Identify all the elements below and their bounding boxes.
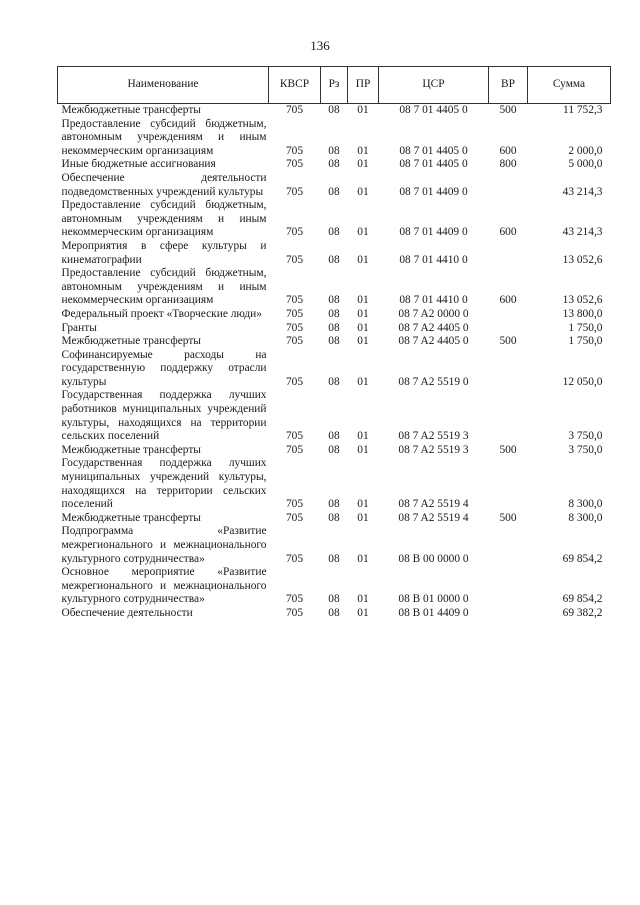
row-name: Межбюджетные трансферты: [61, 511, 201, 524]
row-name: Межбюджетные трансферты: [61, 443, 201, 456]
row-sum: 8 300,0: [568, 511, 603, 524]
table-row: [58, 512, 611, 526]
row-name: Государственная поддержка лучших работников муниципальных учреждений культуры, находящихся на территории сельских поселений: [61, 389, 267, 443]
row-sum: 3 750,0: [568, 443, 603, 456]
row-name: Предоставление субсидий бюджетным, автономным учреждениям и иным некоммерческим организациям: [61, 199, 267, 239]
row-vr: 600: [499, 144, 517, 157]
table-row: [58, 525, 611, 566]
row-csr: 08 7 A2 5519 3: [398, 443, 469, 456]
row-kvsr: 705: [285, 158, 304, 171]
row-name: Межбюджетные трансферты: [61, 335, 201, 348]
row-name: Межбюджетные трансферты: [61, 104, 201, 116]
row-vr: [489, 389, 528, 443]
row-kvsr: 705: [285, 226, 304, 239]
row-vr: [489, 349, 528, 390]
row-csr: 08 7 A2 0000 0: [398, 307, 469, 320]
row-vr: [489, 240, 528, 267]
row-kvsr: 705: [285, 307, 304, 320]
row-rz: 08: [328, 294, 340, 307]
row-vr: 500: [499, 335, 517, 348]
row-rz: 08: [328, 226, 340, 239]
row-pr: 01: [357, 498, 369, 511]
row-kvsr: 705: [285, 335, 304, 348]
table-row: [58, 172, 611, 199]
table-row: [58, 104, 611, 118]
table-header: [58, 67, 611, 104]
row-kvsr: 705: [285, 498, 304, 511]
row-rz: 08: [328, 307, 340, 320]
row-sum: 12 050,0: [562, 375, 603, 388]
row-kvsr: 705: [285, 144, 304, 157]
row-sum: 1 750,0: [568, 335, 603, 348]
row-rz: 08: [328, 253, 340, 266]
row-kvsr: 705: [285, 104, 304, 116]
row-pr: 01: [357, 158, 369, 171]
row-sum: 8 300,0: [568, 498, 603, 511]
row-rz: 08: [328, 375, 340, 388]
row-csr: 08 7 01 4409 0: [399, 185, 468, 198]
row-vr: 500: [499, 511, 517, 524]
table-row: [58, 389, 611, 443]
table-row: [58, 349, 611, 390]
header-sum: Сумма: [528, 67, 611, 104]
row-name: Иные бюджетные ассигнования: [61, 158, 216, 171]
table-row: [58, 308, 611, 322]
row-sum: 69 854,2: [562, 593, 603, 606]
row-pr: 01: [357, 593, 369, 606]
row-pr: 01: [357, 335, 369, 348]
row-rz: 08: [328, 158, 340, 171]
row-pr: 01: [357, 104, 369, 116]
row-csr: 08 7 A2 4405 0: [398, 335, 469, 348]
row-kvsr: 705: [285, 294, 304, 307]
row-pr: 01: [357, 443, 369, 456]
row-vr: 500: [499, 104, 517, 116]
row-vr: 500: [499, 443, 517, 456]
row-vr: 600: [499, 294, 517, 307]
row-sum: 13 052,6: [562, 294, 603, 307]
row-pr: 01: [357, 375, 369, 388]
row-sum: 5 000,0: [568, 158, 603, 171]
row-sum: 13 800,0: [562, 307, 603, 320]
row-csr: 08 7 01 4405 0: [399, 158, 468, 171]
row-sum: 11 752,3: [563, 104, 603, 116]
header-rz: Рз: [321, 67, 348, 104]
page-number: 136: [310, 38, 330, 53]
row-name: Государственная поддержка лучших муниципальных учреждений культуры, находящихся на территории сельских поселений: [61, 457, 267, 511]
row-vr: [489, 172, 528, 199]
row-csr: 08 B 01 0000 0: [398, 593, 469, 606]
table-row: [58, 607, 611, 621]
row-csr: 08 7 01 4409 0: [399, 226, 468, 239]
row-name: Обеспечение деятельности: [61, 606, 193, 619]
table-row: [58, 118, 611, 159]
table-row: [58, 335, 611, 349]
row-csr: 08 7 A2 5519 4: [398, 511, 469, 524]
row-vr: [489, 607, 528, 621]
row-kvsr: 705: [285, 321, 304, 334]
row-csr: 08 B 00 0000 0: [398, 552, 469, 565]
header-row: [58, 67, 611, 104]
row-kvsr: 705: [285, 511, 304, 524]
row-sum: 69 382,2: [562, 606, 603, 619]
header-kvsr: КВСР: [269, 67, 321, 104]
row-sum: 2 000,0: [568, 144, 603, 157]
row-sum: 13 052,6: [562, 253, 603, 266]
row-pr: 01: [357, 144, 369, 157]
row-name: Гранты: [61, 321, 97, 334]
row-kvsr: 705: [285, 593, 304, 606]
row-vr: 800: [499, 158, 517, 171]
table-row: [58, 158, 611, 172]
row-kvsr: 705: [285, 552, 304, 565]
row-kvsr: 705: [285, 253, 304, 266]
row-csr: 08 7 A2 5519 3: [398, 430, 469, 443]
row-pr: 01: [357, 606, 369, 619]
row-csr: 08 7 01 4405 0: [399, 104, 468, 116]
row-vr: [489, 457, 528, 511]
row-pr: 01: [357, 430, 369, 443]
row-pr: 01: [357, 226, 369, 239]
row-rz: 08: [328, 511, 340, 524]
row-pr: 01: [357, 253, 369, 266]
row-kvsr: 705: [285, 443, 304, 456]
row-rz: 08: [328, 606, 340, 619]
row-name: Основное мероприятие «Развитие межрегионального и межнационального культурного сотрудничества»: [61, 566, 267, 606]
row-rz: 08: [328, 321, 340, 334]
row-name: Софинансируемые расходы на государственную поддержку отрасли культуры: [61, 348, 267, 388]
row-kvsr: 705: [285, 430, 304, 443]
row-name: Федеральный проект «Творческие люди»: [61, 307, 262, 320]
row-vr: [489, 525, 528, 566]
row-rz: 08: [328, 593, 340, 606]
row-name: Предоставление субсидий бюджетным, автономным учреждениям и иным некоммерческим организациям: [61, 117, 267, 157]
budget-table: [57, 66, 611, 621]
row-sum: 69 854,2: [562, 552, 603, 565]
row-csr: 08 7 01 4405 0: [399, 144, 468, 157]
table-row: [58, 444, 611, 458]
table-row: [58, 199, 611, 240]
row-pr: 01: [357, 511, 369, 524]
table-body: [58, 104, 611, 621]
header-pr: ПР: [348, 67, 379, 104]
row-sum: 43 214,3: [562, 226, 603, 239]
row-name: Предоставление субсидий бюджетным, автономным учреждениям и иным некоммерческим организациям: [61, 267, 267, 307]
table-row: [58, 566, 611, 607]
row-name: Подпрограмма «Развитие межрегионального и межнационального культурного сотрудничества»: [61, 525, 267, 565]
table-row: [58, 240, 611, 267]
row-sum: 1 750,0: [568, 321, 603, 334]
row-pr: 01: [357, 552, 369, 565]
row-csr: 08 7 A2 5519 4: [398, 498, 469, 511]
row-csr: 08 7 01 4410 0: [399, 253, 468, 266]
row-name: Мероприятия в сфере культуры и кинематографии: [61, 239, 267, 266]
row-pr: 01: [357, 185, 369, 198]
row-rz: 08: [328, 443, 340, 456]
header-name: Наименование: [58, 67, 269, 104]
row-vr: 600: [499, 226, 517, 239]
row-sum: 43 214,3: [562, 185, 603, 198]
row-rz: 08: [328, 185, 340, 198]
row-sum: 3 750,0: [568, 430, 603, 443]
row-csr: 08 7 01 4410 0: [399, 294, 468, 307]
row-rz: 08: [328, 498, 340, 511]
row-rz: 08: [328, 104, 340, 116]
table-row: [58, 457, 611, 511]
row-pr: 01: [357, 294, 369, 307]
row-rz: 08: [328, 430, 340, 443]
row-name: Обеспечение деятельности подведомственных учреждений культуры: [61, 171, 267, 198]
header-csr: ЦСР: [379, 67, 489, 104]
row-vr: [489, 566, 528, 607]
row-pr: 01: [357, 321, 369, 334]
row-kvsr: 705: [285, 375, 304, 388]
row-rz: 08: [328, 552, 340, 565]
row-csr: 08 7 A2 5519 0: [398, 375, 469, 388]
row-kvsr: 705: [285, 606, 304, 619]
header-vr: ВР: [489, 67, 528, 104]
row-csr: 08 7 A2 4405 0: [398, 321, 469, 334]
row-csr: 08 B 01 4409 0: [398, 606, 469, 619]
row-pr: 01: [357, 307, 369, 320]
row-rz: 08: [328, 335, 340, 348]
row-vr: [489, 308, 528, 322]
row-vr: [489, 322, 528, 336]
row-rz: 08: [328, 144, 340, 157]
row-kvsr: 705: [285, 185, 304, 198]
table-row: [58, 267, 611, 308]
table-row: [58, 322, 611, 336]
